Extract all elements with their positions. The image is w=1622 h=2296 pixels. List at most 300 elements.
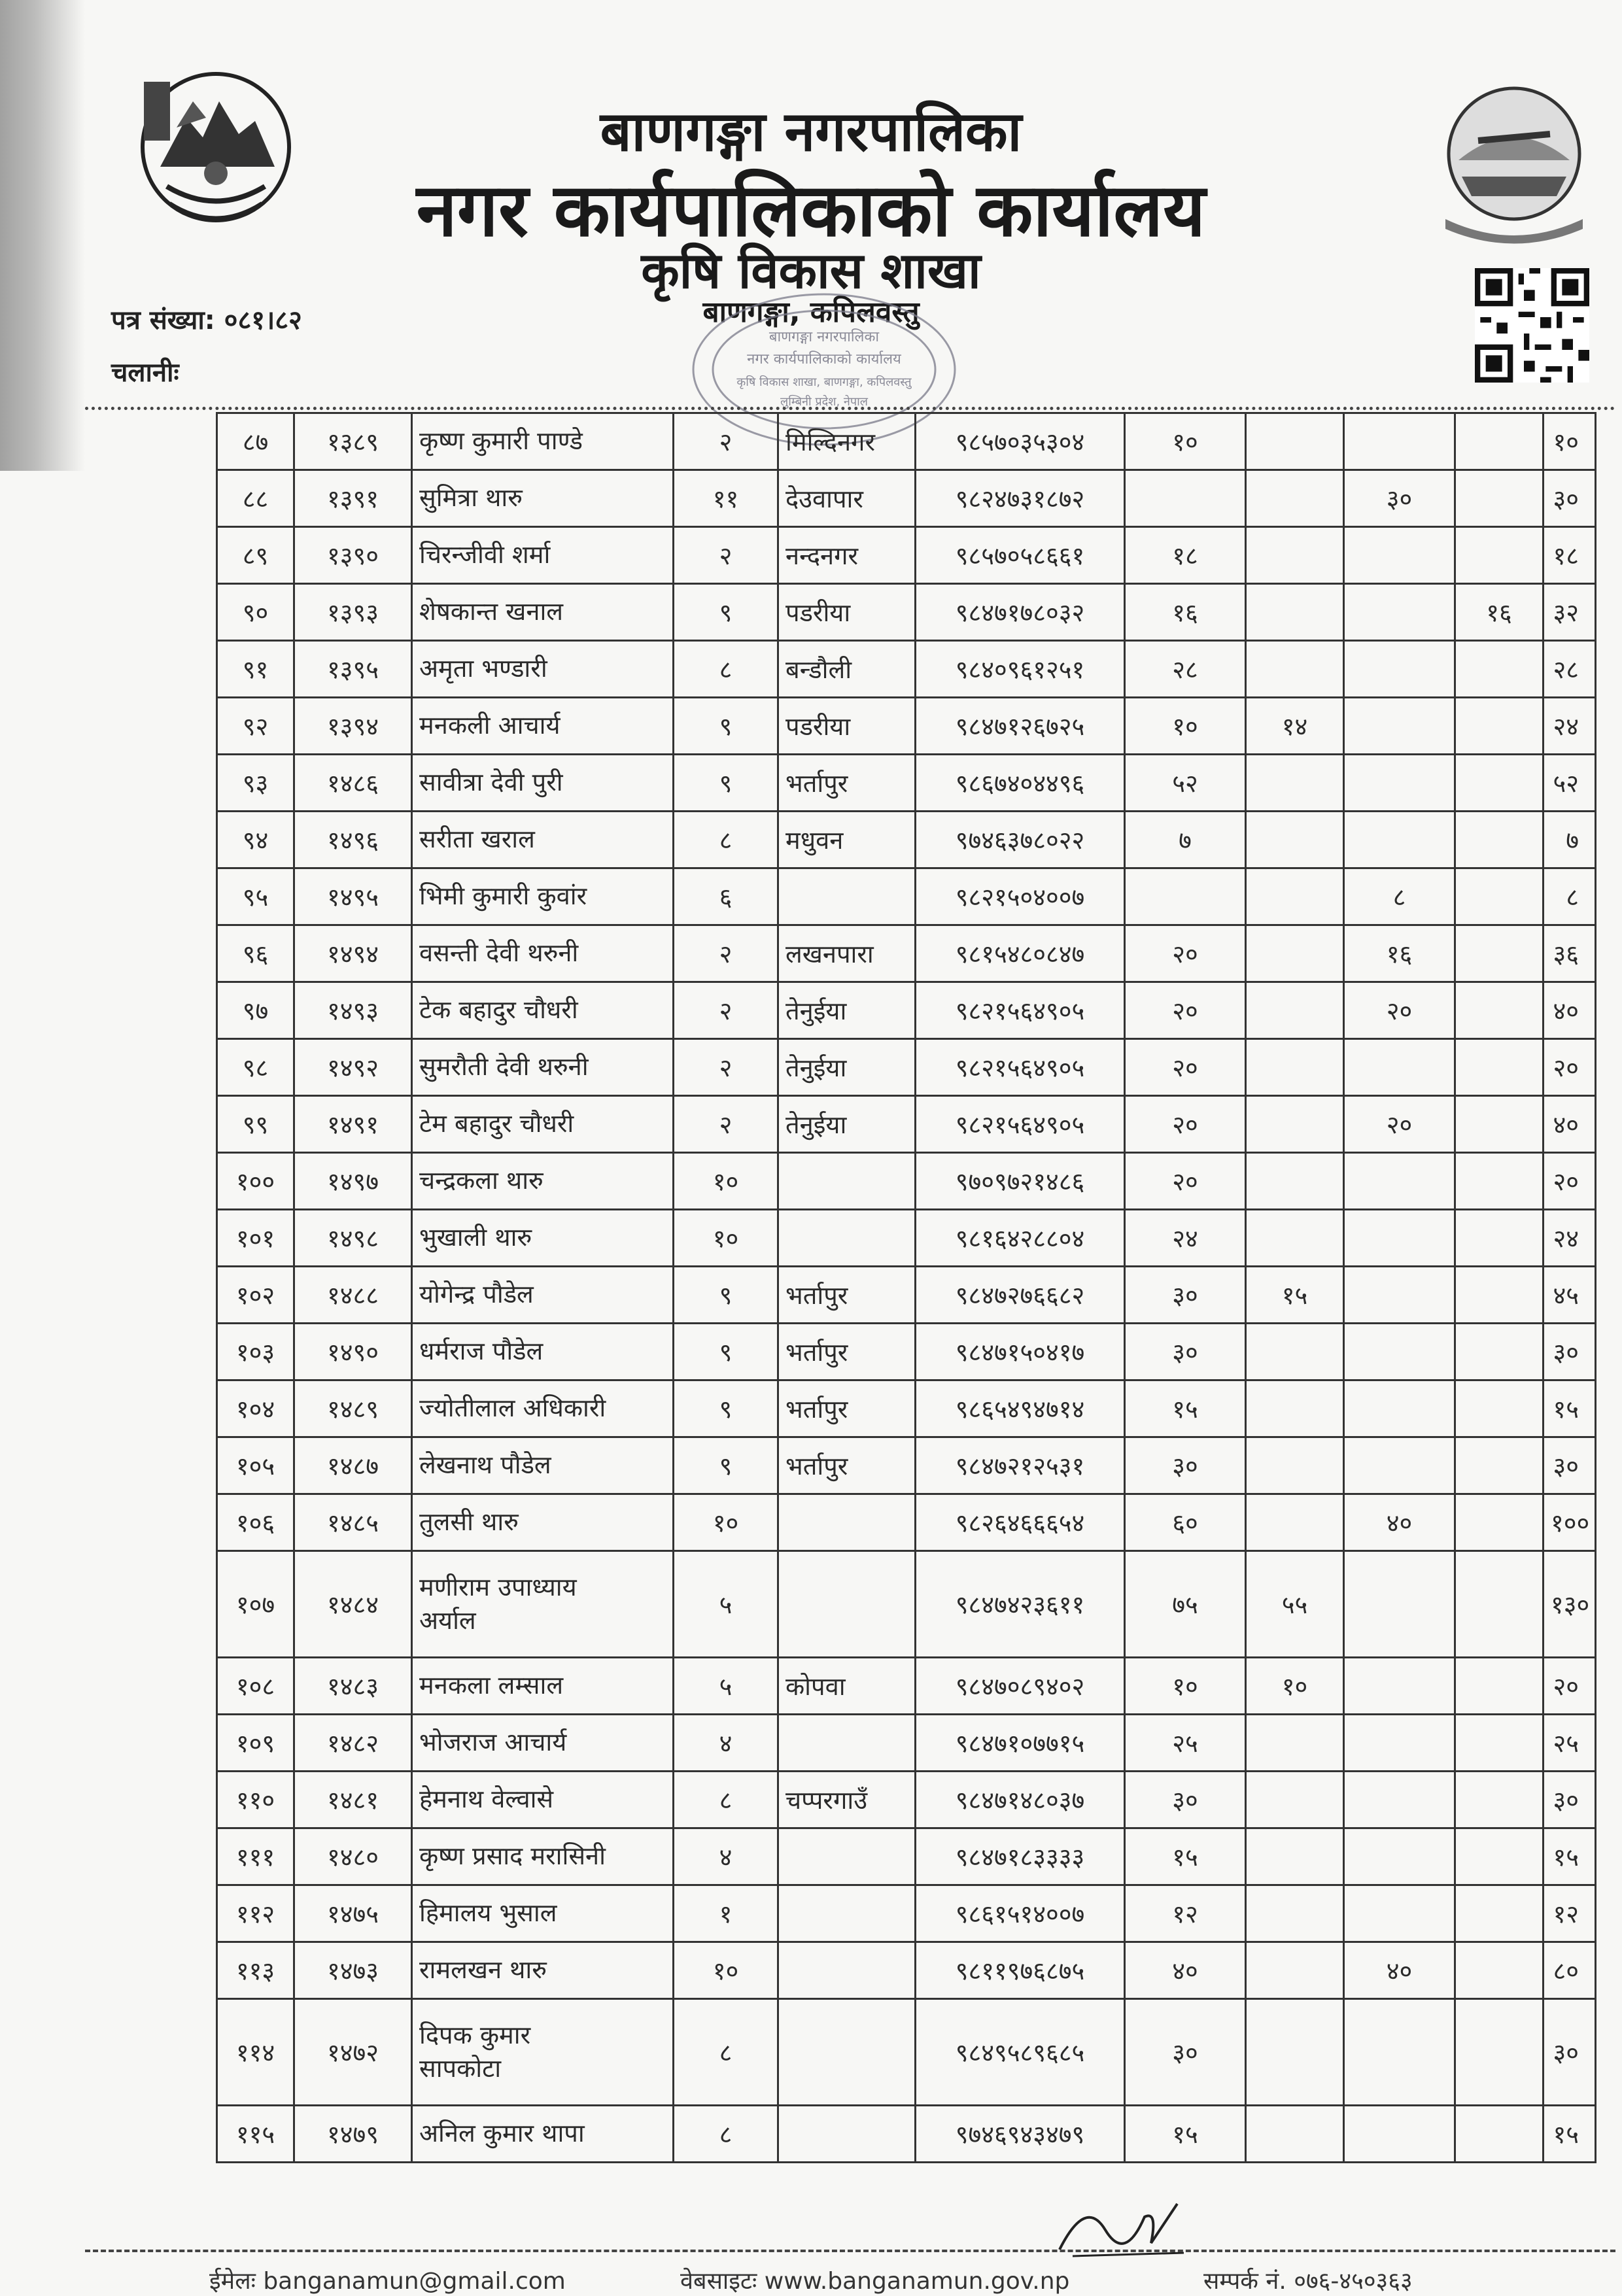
cell-c: ४० (1344, 1942, 1455, 1999)
cell-a (1125, 470, 1246, 527)
cell-name (412, 1096, 674, 1153)
table-row (217, 755, 1596, 812)
cell-ward: २ (674, 413, 778, 470)
cell-phone: ९८४७२१२५३१ (916, 1437, 1125, 1494)
cell-b (1246, 1324, 1344, 1380)
cell-a: ७ (1125, 812, 1246, 868)
cell-total: ३० (1544, 1772, 1596, 1828)
cell-name (412, 1658, 674, 1715)
cell-phone: ९७४६३७८०२२ (916, 812, 1125, 868)
cell-b (1246, 413, 1344, 470)
cell-total: ७ (1544, 812, 1596, 868)
cell-b (1246, 1039, 1344, 1096)
cell-total: २४ (1544, 1210, 1596, 1267)
letter-number-label: पत्र संख्या: (111, 305, 215, 335)
name-part: भोजराज आचार्य (419, 1728, 567, 1757)
cell-c (1344, 1267, 1455, 1324)
cell-phone: ९८४७१५०४१७ (916, 1324, 1125, 1380)
cell-sn: १०० (217, 1153, 294, 1210)
cell-name (412, 868, 674, 925)
cell-d (1455, 1942, 1544, 1999)
cell-a: २० (1125, 1039, 1246, 1096)
cell-phone: ९८१५४८०८४७ (916, 925, 1125, 982)
cell-c (1344, 1658, 1455, 1715)
letterhead (0, 0, 1622, 419)
cell-phone: ९८१६४२८८०४ (916, 1210, 1125, 1267)
table-row (217, 1210, 1596, 1267)
table-row (217, 1715, 1596, 1772)
cell-b (1246, 755, 1344, 812)
cell-ward: ९ (674, 584, 778, 641)
cell-a: ७५ (1125, 1551, 1246, 1658)
table-row (217, 925, 1596, 982)
cell-reg: १३८९ (294, 413, 412, 470)
cell-d (1455, 1828, 1544, 1885)
letter-number-value: ०८१।८२ (224, 305, 302, 335)
name-part: भुखाली थारु (419, 1223, 532, 1252)
cell-ward: ९ (674, 698, 778, 755)
stamp-line-4: लुम्बिनी प्रदेश, नेपाल (780, 395, 868, 409)
cell-place: तेनुईया (778, 1096, 916, 1153)
cell-place (778, 1551, 916, 1658)
cell-b (1246, 982, 1344, 1039)
cell-phone: ९८४७१२६७२५ (916, 698, 1125, 755)
name-part: चन्द्रकला थारु (419, 1166, 544, 1195)
cell-d (1455, 1039, 1544, 1096)
cell-b (1246, 1437, 1344, 1494)
cell-c (1344, 1885, 1455, 1942)
footer-website: वेबसाइटः www.banganamun.gov.np (680, 2268, 1070, 2295)
cell-sn: ११० (217, 1772, 294, 1828)
cell-ward: ५ (674, 1658, 778, 1715)
cell-b: १४ (1246, 698, 1344, 755)
cell-place: तेनुईया (778, 1039, 916, 1096)
cell-reg: १४८५ (294, 1494, 412, 1551)
cell-total: १८ (1544, 527, 1596, 584)
cell-b (1246, 1153, 1344, 1210)
cell-d (1455, 925, 1544, 982)
cell-c (1344, 641, 1455, 698)
cell-c (1344, 2106, 1455, 2163)
cell-name (412, 1039, 674, 1096)
cell-c (1344, 1210, 1455, 1267)
cell-phone: ९८२१५६४९०५ (916, 1096, 1125, 1153)
cell-c: २० (1344, 982, 1455, 1039)
cell-total: २५ (1544, 1715, 1596, 1772)
cell-b (1246, 2106, 1344, 2163)
table-row (217, 1324, 1596, 1380)
cell-total: ३६ (1544, 925, 1596, 982)
cell-c (1344, 755, 1455, 812)
cell-reg: १४८९ (294, 1380, 412, 1437)
name-part: दिपक कुमार (419, 2020, 531, 2049)
cell-phone: ९८४७१०७७१५ (916, 1715, 1125, 1772)
cell-sn: १०३ (217, 1324, 294, 1380)
cell-a: २० (1125, 982, 1246, 1039)
cell-total: ३० (1544, 1437, 1596, 1494)
cell-b (1246, 1210, 1344, 1267)
cell-d (1455, 527, 1544, 584)
cell-place: बन्डौली (778, 641, 916, 698)
cell-a: १० (1125, 413, 1246, 470)
cell-d (1455, 1437, 1544, 1494)
cell-d (1455, 413, 1544, 470)
cell-place: भर्तापुर (778, 1380, 916, 1437)
table-row (217, 1437, 1596, 1494)
cell-a: ६० (1125, 1494, 1246, 1551)
cell-b (1246, 812, 1344, 868)
cell-name (412, 1324, 674, 1380)
section-name: कृषि विकास शाखा (641, 241, 981, 300)
cell-a: १८ (1125, 527, 1246, 584)
table-row (217, 413, 1596, 470)
cell-sn: ८८ (217, 470, 294, 527)
cell-b (1246, 1999, 1344, 2106)
cell-d (1455, 1380, 1544, 1437)
table-row (217, 527, 1596, 584)
name-part: सापकोटा (419, 2054, 502, 2083)
cell-sn: १०४ (217, 1380, 294, 1437)
table-row (217, 1551, 1596, 1658)
cell-b (1246, 1096, 1344, 1153)
cell-reg: १४८६ (294, 755, 412, 812)
cell-total: ५२ (1544, 755, 1596, 812)
cell-name (412, 1828, 674, 1885)
cell-ward: ९ (674, 1267, 778, 1324)
cell-d (1455, 755, 1544, 812)
cell-phone: ९८४७२७६६८२ (916, 1267, 1125, 1324)
cell-phone: ९८४७१७८०३२ (916, 584, 1125, 641)
name-part: भिमी कुमारी कुवांर (419, 882, 587, 911)
table-row (217, 982, 1596, 1039)
cell-reg: १४८२ (294, 1715, 412, 1772)
cell-place: चप्परगाउँ (778, 1772, 916, 1828)
cell-d: १६ (1455, 584, 1544, 641)
cell-c (1344, 1828, 1455, 1885)
cell-name (412, 982, 674, 1039)
cell-phone: ९८४७४२३६११ (916, 1551, 1125, 1658)
cell-ward: ५ (674, 1551, 778, 1658)
cell-phone: ९८५७०३५३०४ (916, 413, 1125, 470)
name-part: सावीत्रा देवी पुरी (419, 768, 563, 797)
cell-b (1246, 470, 1344, 527)
cell-ward: ९ (674, 1324, 778, 1380)
cell-name (412, 1494, 674, 1551)
cell-reg: १४७५ (294, 1885, 412, 1942)
cell-phone: ९८२४७३१८७२ (916, 470, 1125, 527)
table-row (217, 584, 1596, 641)
header-divider (85, 407, 1615, 410)
cell-phone: ९८२१५६४९०५ (916, 982, 1125, 1039)
name-part: सुमित्रा थारु (419, 483, 523, 513)
cell-a: २४ (1125, 1210, 1246, 1267)
cell-b (1246, 1942, 1344, 1999)
cell-c: १६ (1344, 925, 1455, 982)
cell-c (1344, 584, 1455, 641)
table-row (217, 868, 1596, 925)
footer-email: ईमेलः banganamun@gmail.com (209, 2268, 566, 2295)
cell-c (1344, 698, 1455, 755)
office-location: बाणगङ्गा, कपिलवस्तु (702, 296, 920, 329)
cell-phone: ९८११९७६८७५ (916, 1942, 1125, 1999)
cell-name (412, 413, 674, 470)
cell-sn: १०५ (217, 1437, 294, 1494)
cell-place: भर्तापुर (778, 755, 916, 812)
cell-place (778, 2106, 916, 2163)
cell-ward: ४ (674, 1828, 778, 1885)
cell-name (412, 2106, 674, 2163)
cell-a: २० (1125, 1096, 1246, 1153)
name-part: वसन्ती देवी थरुनी (419, 938, 579, 968)
cell-c (1344, 1715, 1455, 1772)
cell-sn: ११३ (217, 1942, 294, 1999)
cell-sn: ९२ (217, 698, 294, 755)
cell-place: मधुवन (778, 812, 916, 868)
beneficiary-rows (217, 413, 1596, 2163)
table-row (217, 1885, 1596, 1942)
cell-total: १० (1544, 413, 1596, 470)
table-row (217, 1658, 1596, 1715)
cell-c (1344, 1039, 1455, 1096)
cell-a: १६ (1125, 584, 1246, 641)
cell-a: १० (1125, 698, 1246, 755)
cell-name (412, 1715, 674, 1772)
name-part: हिमालय भुसाल (419, 1898, 557, 1928)
name-part: रामलखन थारु (419, 1955, 547, 1985)
cell-sn: ९४ (217, 812, 294, 868)
cell-total: २० (1544, 1039, 1596, 1096)
cell-phone: ९८६७४०४४९६ (916, 755, 1125, 812)
cell-c (1344, 1551, 1455, 1658)
cell-d (1455, 698, 1544, 755)
name-part: कृष्ण प्रसाद मरासिनी (419, 1842, 606, 1871)
cell-c (1344, 1380, 1455, 1437)
name-part: मनकली आचार्य (419, 711, 561, 740)
cell-sn: ९० (217, 584, 294, 641)
cell-phone: ९८४७०८९४०२ (916, 1658, 1125, 1715)
cell-name (412, 1210, 674, 1267)
cell-ward: ९ (674, 755, 778, 812)
name-part: चिरन्जीवी शर्मा (419, 540, 551, 570)
cell-b (1246, 1380, 1344, 1437)
cell-a: १५ (1125, 1380, 1246, 1437)
cell-d (1455, 1096, 1544, 1153)
cell-phone: ९८२१५६४९०५ (916, 1039, 1125, 1096)
name-part: शेषकान्त खनाल (419, 597, 564, 626)
cell-ward: ९ (674, 1380, 778, 1437)
cell-ward: ८ (674, 1999, 778, 2106)
cell-a: ४० (1125, 1942, 1246, 1999)
beneficiary-table-container (216, 412, 1595, 2163)
cell-c (1344, 1772, 1455, 1828)
footer-divider (85, 2250, 1615, 2252)
name-part: अनिल कुमार थापा (419, 2119, 585, 2148)
cell-sn: १११ (217, 1828, 294, 1885)
cell-b (1246, 1828, 1344, 1885)
cell-reg: १४८१ (294, 1772, 412, 1828)
cell-total: २० (1544, 1153, 1596, 1210)
cell-d (1455, 641, 1544, 698)
cell-sn: १०८ (217, 1658, 294, 1715)
cell-a: ३० (1125, 1437, 1246, 1494)
name-part: मणीराम उपाध्याय (419, 1572, 577, 1602)
cell-name (412, 641, 674, 698)
cell-d (1455, 1551, 1544, 1658)
name-part: योगेन्द्र पौडेल (419, 1280, 534, 1309)
cell-place: लखनपारा (778, 925, 916, 982)
cell-sn: ८९ (217, 527, 294, 584)
cell-reg: १४७३ (294, 1942, 412, 1999)
cell-c: २० (1344, 1096, 1455, 1153)
table-row (217, 2106, 1596, 2163)
cell-phone: ९७०९७२१४८६ (916, 1153, 1125, 1210)
name-part: टेम बहादुर चौधरी (419, 1109, 574, 1139)
cell-d (1455, 1772, 1544, 1828)
name-part: धर्मराज पौडेल (419, 1337, 544, 1366)
cell-d (1455, 868, 1544, 925)
cell-c (1344, 812, 1455, 868)
cell-place: नन्दनगर (778, 527, 916, 584)
cell-sn: १०९ (217, 1715, 294, 1772)
cell-ward: ८ (674, 812, 778, 868)
cell-sn: ९९ (217, 1096, 294, 1153)
cell-name (412, 470, 674, 527)
name-part: अमृता भण्डारी (419, 654, 547, 683)
cell-sn: १०१ (217, 1210, 294, 1267)
name-part: ज्योतीलाल अधिकारी (419, 1394, 606, 1423)
cell-ward: २ (674, 925, 778, 982)
name-part: सुमरौती देवी थरुनी (419, 1052, 589, 1082)
cell-phone: ९८२१५०४००७ (916, 868, 1125, 925)
cell-name (412, 527, 674, 584)
cell-sn: १०६ (217, 1494, 294, 1551)
stamp-line-3: कृषि विकास शाखा, बाणगङ्गा, कपिलवस्तु (736, 375, 912, 389)
table-row (217, 698, 1596, 755)
cell-ward: ८ (674, 641, 778, 698)
cell-ward: ८ (674, 2106, 778, 2163)
name-part: अर्याल (419, 1606, 476, 1635)
cell-ward: ८ (674, 1772, 778, 1828)
table-row (217, 1942, 1596, 1999)
cell-place: भर्तापुर (778, 1437, 916, 1494)
cell-name (412, 1999, 674, 2106)
cell-d (1455, 1324, 1544, 1380)
cell-d (1455, 1267, 1544, 1324)
municipality-logo-icon (1439, 62, 1589, 252)
cell-ward: १० (674, 1153, 778, 1210)
cell-phone: ९८४९५८९६८५ (916, 1999, 1125, 2106)
cell-d (1455, 1658, 1544, 1715)
cell-place (778, 1885, 916, 1942)
name-part: टेक बहादुर चौधरी (419, 995, 578, 1025)
cell-ward: ६ (674, 868, 778, 925)
cell-d (1455, 2106, 1544, 2163)
cell-b (1246, 527, 1344, 584)
municipality-name: बाणगङ्गा नगरपालिका (600, 99, 1022, 163)
cell-ward: १० (674, 1494, 778, 1551)
cell-b: १५ (1246, 1267, 1344, 1324)
cell-a: २० (1125, 1153, 1246, 1210)
cell-place (778, 1715, 916, 1772)
name-part: सरीता खराल (419, 825, 535, 854)
cell-a: ३० (1125, 1999, 1246, 2106)
cell-reg: १४९४ (294, 925, 412, 982)
cell-c (1344, 1437, 1455, 1494)
cell-a: ३० (1125, 1324, 1246, 1380)
table-row (217, 1380, 1596, 1437)
table-row (217, 1999, 1596, 2106)
cell-ward: ४ (674, 1715, 778, 1772)
cell-name (412, 755, 674, 812)
cell-reg: १३९१ (294, 470, 412, 527)
cell-name (412, 1380, 674, 1437)
cell-sn: ११४ (217, 1999, 294, 2106)
cell-place: पडरीया (778, 698, 916, 755)
cell-phone: ९८६१५१४००७ (916, 1885, 1125, 1942)
cell-ward: १ (674, 1885, 778, 1942)
cell-total: ४५ (1544, 1267, 1596, 1324)
cell-c (1344, 1324, 1455, 1380)
cell-b (1246, 584, 1344, 641)
cell-name (412, 925, 674, 982)
cell-ward: ९ (674, 1437, 778, 1494)
cell-place (778, 1153, 916, 1210)
cell-a: २५ (1125, 1715, 1246, 1772)
name-part: मनकला लम्साल (419, 1671, 564, 1700)
cell-c: ८ (1344, 868, 1455, 925)
cell-c: ३० (1344, 470, 1455, 527)
cell-total: १२ (1544, 1885, 1596, 1942)
cell-phone: ९८५७०५८६६१ (916, 527, 1125, 584)
qr-code-icon (1475, 268, 1589, 383)
cell-name (412, 1942, 674, 1999)
table-row (217, 470, 1596, 527)
cell-place: पडरीया (778, 584, 916, 641)
cell-c (1344, 1999, 1455, 2106)
cell-sn: १०७ (217, 1551, 294, 1658)
cell-total: ८० (1544, 1942, 1596, 1999)
cell-total: २८ (1544, 641, 1596, 698)
cell-reg: १४८३ (294, 1658, 412, 1715)
cell-reg: १४९२ (294, 1039, 412, 1096)
table-row (217, 1828, 1596, 1885)
cell-a (1125, 868, 1246, 925)
office-name: नगर कार्यपालिकाको कार्यालय (416, 168, 1206, 253)
cell-a: १५ (1125, 1828, 1246, 1885)
cell-b (1246, 641, 1344, 698)
cell-b (1246, 1494, 1344, 1551)
cell-total: २४ (1544, 698, 1596, 755)
stamp-line-2: नगर कार्यपालिकाको कार्यालय (747, 351, 901, 368)
cell-reg: १४८४ (294, 1551, 412, 1658)
stamp-line-1: बाणगङ्गा नगरपालिका (768, 329, 880, 345)
cell-place: तेनुईया (778, 982, 916, 1039)
name-part: तुलसी थारु (419, 1507, 519, 1537)
cell-d (1455, 812, 1544, 868)
cell-b (1246, 868, 1344, 925)
cell-ward: १० (674, 1210, 778, 1267)
table-row (217, 812, 1596, 868)
cell-d (1455, 1153, 1544, 1210)
cell-total: २० (1544, 1658, 1596, 1715)
cell-reg: १४९७ (294, 1153, 412, 1210)
cell-place (778, 1210, 916, 1267)
letter-number (111, 301, 302, 337)
cell-total: १०० (1544, 1494, 1596, 1551)
table-row (217, 1494, 1596, 1551)
cell-sn: ९१ (217, 641, 294, 698)
cell-name (412, 1551, 674, 1658)
